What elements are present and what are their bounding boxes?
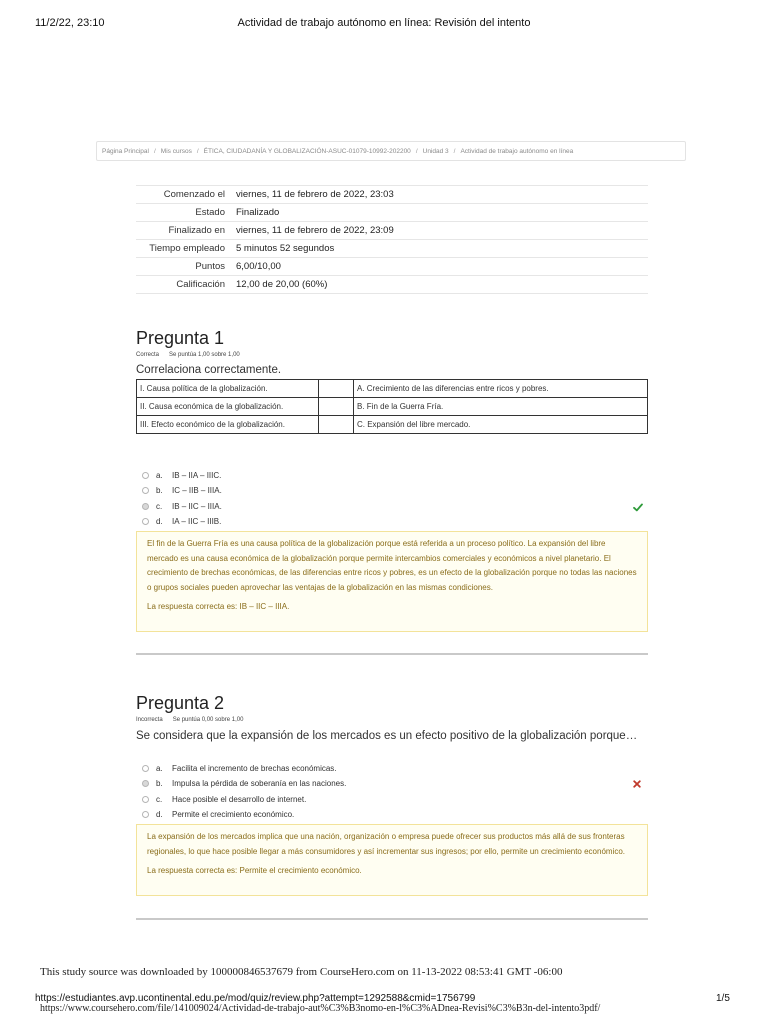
breadcrumb-home[interactable]: Página Principal — [102, 147, 149, 155]
correct-answer-text: La respuesta correcta es: Permite el crecimiento económico. — [147, 866, 362, 875]
option-letter: c. — [156, 794, 163, 804]
matching-table — [136, 379, 648, 434]
page-number: 1/5 — [716, 993, 730, 1004]
question-1-title: Pregunta 1 — [136, 328, 225, 348]
print-date: 11/2/22, 23:10 — [35, 17, 105, 29]
summary-label: Estado — [136, 204, 233, 222]
option-text: IA – IIC – IIIB. — [172, 516, 222, 526]
summary-label: Puntos — [136, 258, 233, 276]
question-divider — [136, 653, 648, 655]
answer-option-c[interactable] — [142, 793, 306, 805]
option-text: IC – IIB – IIIA. — [172, 485, 222, 495]
question-score: Se puntúa 0,00 sobre 1,00 — [172, 717, 244, 723]
summary-row-points — [136, 258, 648, 276]
question-1-feedback — [136, 531, 648, 632]
study-source-notice: This study source was downloaded by 100000846537679 from CourseHero.com on 11-13-2022 08:53:41 GMT -06:00 — [40, 966, 563, 978]
summary-value: viernes, 11 de febrero de 2022, 23:09 — [233, 222, 648, 240]
radio-icon[interactable] — [142, 811, 149, 818]
summary-row-time — [136, 240, 648, 258]
radio-icon[interactable] — [142, 503, 149, 510]
option-letter: a. — [156, 763, 163, 773]
option-text: Permite el crecimiento económico. — [172, 809, 295, 819]
option-letter: d. — [156, 516, 163, 526]
breadcrumb-activity[interactable]: Actividad de trabajo autónomo en línea — [460, 147, 574, 155]
option-letter: b. — [156, 485, 163, 495]
question-2-text: Se considera que la expansión de los mercados es un efecto positivo de la globalización porque… — [136, 730, 638, 742]
summary-label: Tiempo empleado — [136, 240, 233, 258]
print-title: Actividad de trabajo autónomo en línea: Revisión del intento — [237, 17, 531, 29]
matching-middle-cell — [319, 380, 354, 398]
matching-row — [137, 398, 648, 416]
option-text: IB – IIC – IIIA. — [172, 501, 222, 511]
question-score: Se puntúa 1,00 sobre 1,00 — [169, 352, 240, 358]
summary-row-grade — [136, 276, 648, 294]
correct-answer-text: La respuesta correcta es: IB – IIC – IIIA. — [147, 602, 290, 611]
matching-right-cell: A. Crecimiento de las diferencias entre ricos y pobres. — [354, 380, 648, 398]
summary-label: Finalizado en — [136, 222, 233, 240]
matching-row — [137, 416, 648, 434]
option-letter: c. — [156, 501, 163, 511]
matching-row — [137, 380, 648, 398]
breadcrumb-separator: / — [415, 147, 418, 155]
answer-option-a[interactable] — [142, 762, 337, 774]
check-icon — [633, 499, 643, 517]
summary-row-state — [136, 204, 648, 222]
option-letter: b. — [156, 778, 163, 788]
breadcrumb — [96, 141, 686, 161]
question-1-meta — [136, 352, 240, 358]
feedback-text: El fin de la Guerra Fría es una causa política de la globalización porque está referida a un proceso político. La expansión del libre mercado es una causa económica de la globalización porque permite intercambios comerciales y económicos a nivel planetario. El crecimiento de brechas económicas, de las diferencias entre ricos y pobres, es un efecto de la globalización porque no todas las naciones o grupos sociales pueden aprovechar las ventajas de la globalización en las mismas condiciones. — [147, 539, 637, 592]
question-status: Correcta — [136, 352, 160, 358]
radio-icon[interactable] — [142, 472, 149, 479]
summary-value: viernes, 11 de febrero de 2022, 23:03 — [233, 186, 648, 204]
summary-row-finished — [136, 222, 648, 240]
matching-left-cell: III. Efecto económico de la globalización. — [137, 416, 319, 434]
answer-option-c[interactable] — [142, 500, 222, 512]
answer-option-d[interactable] — [142, 515, 221, 527]
matching-right-cell: C. Expansión del libre mercado. — [354, 416, 648, 434]
breadcrumb-course[interactable]: ÉTICA, CIUDADANÍA Y GLOBALIZACIÓN-ASUC-01079-10992-202200 — [203, 147, 411, 155]
summary-value: 6,00/10,00 — [233, 258, 648, 276]
option-text: IB – IIA – IIIC. — [172, 470, 222, 480]
question-divider — [136, 918, 648, 920]
answer-option-a[interactable] — [142, 469, 221, 481]
matching-left-cell: II. Causa económica de la globalización. — [137, 398, 319, 416]
radio-icon[interactable] — [142, 765, 149, 772]
summary-row-started — [136, 186, 648, 204]
question-2-feedback — [136, 824, 648, 896]
matching-right-cell: B. Fin de la Guerra Fría. — [354, 398, 648, 416]
radio-icon[interactable] — [142, 780, 149, 787]
matching-middle-cell — [319, 416, 354, 434]
attempt-summary-table — [136, 185, 648, 294]
option-letter: d. — [156, 809, 163, 819]
option-text: Hace posible el desarrollo de internet. — [172, 794, 307, 804]
radio-icon[interactable] — [142, 518, 149, 525]
coursehero-url[interactable]: https://www.coursehero.com/file/141009024/Actividad-de-trabajo-aut%C3%B3nomo-en-l%C3%ADnea-Revisi%C3%B3n-del-intento3pdf/ — [40, 1003, 601, 1014]
summary-label: Comenzado el — [136, 186, 233, 204]
answer-option-b[interactable] — [142, 484, 222, 496]
matching-left-cell: I. Causa política de la globalización. — [137, 380, 319, 398]
breadcrumb-my-courses[interactable]: Mis cursos — [160, 147, 192, 155]
page-url[interactable]: https://estudiantes.avp.ucontinental.edu.pe/mod/quiz/review.php?attempt=1292588&cmid=1756799 — [35, 993, 476, 1004]
answer-option-d[interactable] — [142, 808, 294, 820]
radio-icon[interactable] — [142, 796, 149, 803]
breadcrumb-unit[interactable]: Unidad 3 — [422, 147, 449, 155]
question-2-title: Pregunta 2 — [136, 693, 225, 713]
summary-value: Finalizado — [233, 204, 648, 222]
question-2-meta — [136, 717, 243, 723]
feedback-text: La expansión de los mercados implica que una nación, organización o empresa puede ofrecer sus productos más allá de sus fronteras regionales, lo que hace posible llegar a más consumidores y así incrementar sus ingresos; por ello, permite un crecimiento económico. — [147, 832, 626, 856]
answer-option-b[interactable] — [142, 777, 346, 789]
summary-value: 5 minutos 52 segundos — [233, 240, 648, 258]
cross-icon — [633, 775, 641, 793]
question-1-text: Correlaciona correctamente. — [136, 364, 282, 376]
matching-middle-cell — [319, 398, 354, 416]
summary-value: 12,00 de 20,00 (60%) — [233, 276, 648, 294]
breadcrumb-separator: / — [453, 147, 456, 155]
option-text: Facilita el incremento de brechas económicas. — [172, 763, 337, 773]
breadcrumb-separator: / — [196, 147, 199, 155]
option-text: Impulsa la pérdida de soberanía en las naciones. — [172, 778, 347, 788]
question-status: Incorrecta — [136, 717, 163, 723]
breadcrumb-separator: / — [153, 147, 156, 155]
option-letter: a. — [156, 470, 163, 480]
radio-icon[interactable] — [142, 487, 149, 494]
summary-label: Calificación — [136, 276, 233, 294]
